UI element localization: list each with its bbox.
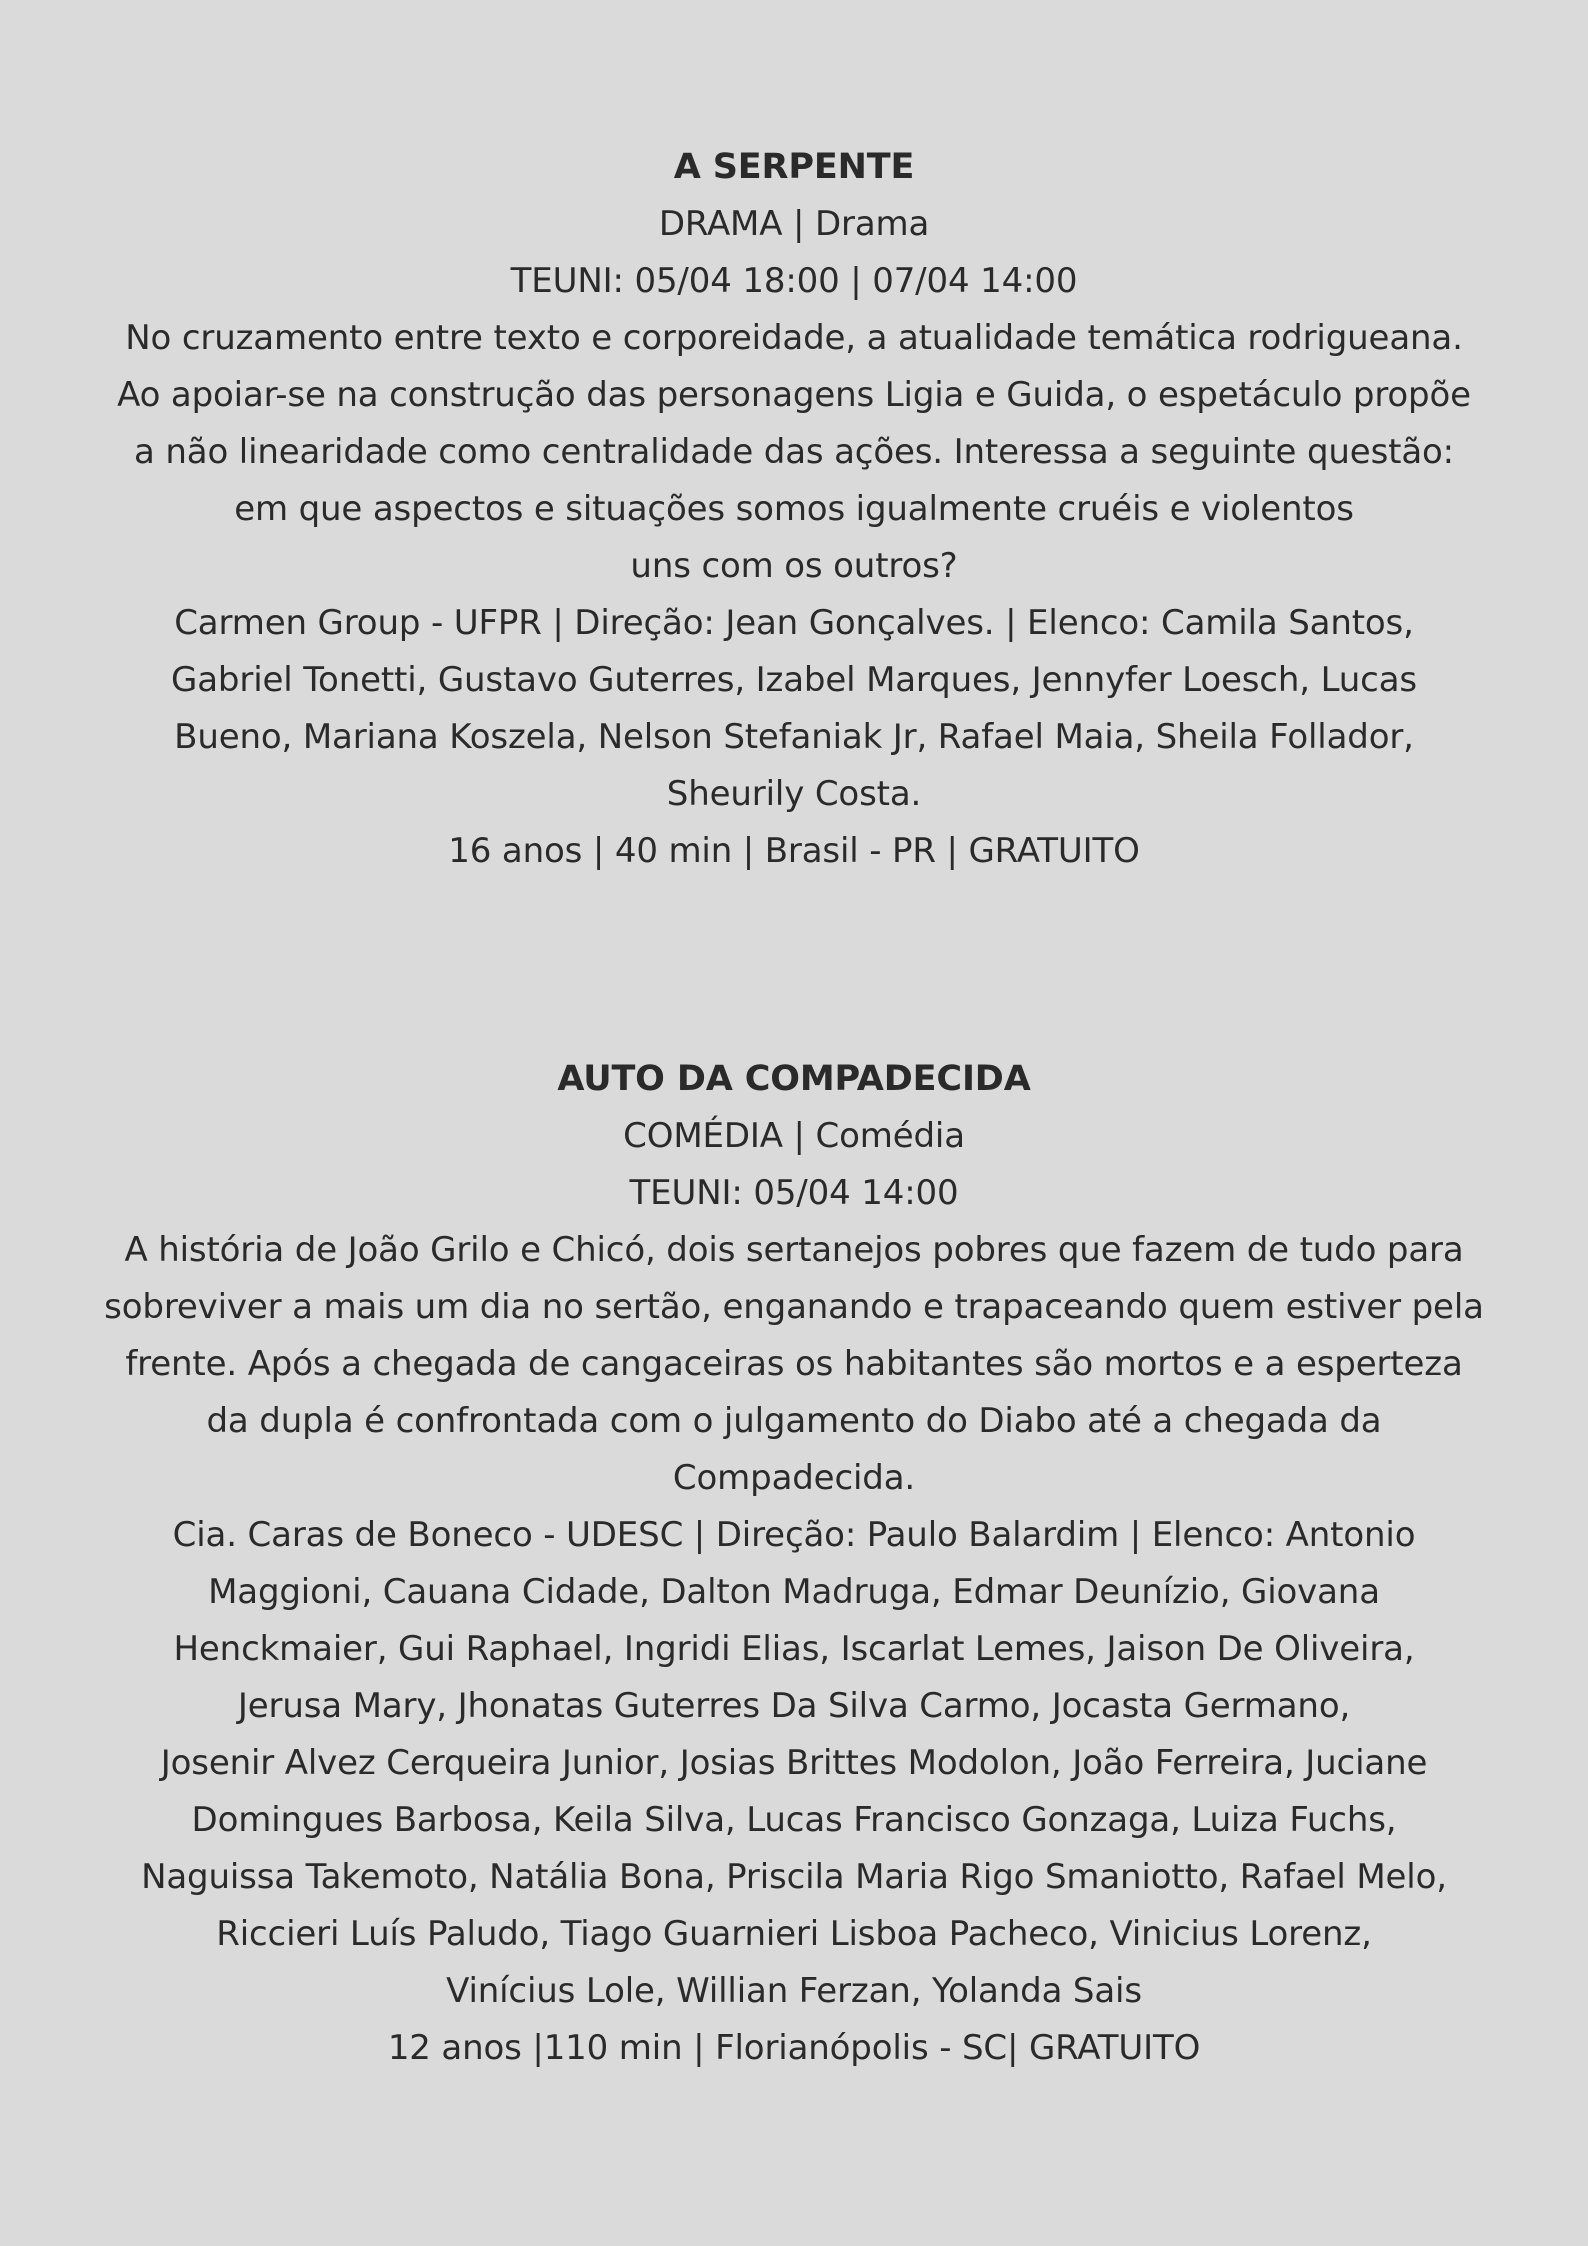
synopsis-line: Ao apoiar-se na construção das personagens Ligia e Guida, o espetáculo propõe <box>117 375 1471 415</box>
show-entry-a-serpente <box>50 139 1538 880</box>
synopsis-line: A história de João Grilo e Chicó, dois sertanejos pobres que fazem de tudo para <box>124 1230 1464 1270</box>
credits-line: Jerusa Mary, Jhonatas Guterres Da Silva Carmo, Jocasta Germano, <box>237 1686 1351 1726</box>
show-genre: COMÉDIA | Comédia <box>623 1116 965 1156</box>
credits-line: Cia. Caras de Boneco - UDESC | Direção: Paulo Balardim | Elenco: Antonio <box>172 1515 1416 1555</box>
credits-line: Riccieri Luís Paludo, Tiago Guarnieri Lisboa Pacheco, Vinicius Lorenz, <box>216 1914 1372 1954</box>
synopsis-line: No cruzamento entre texto e corporeidade, a atualidade temática rodrigueana. <box>125 318 1463 358</box>
credits-line: Naguissa Takemoto, Natália Bona, Priscila Maria Rigo Smaniotto, Rafael Melo, <box>141 1857 1447 1897</box>
synopsis-line: uns com os outros? <box>630 546 958 586</box>
credits-line: Henckmaier, Gui Raphael, Ingridi Elias, Iscarlat Lemes, Jaison De Oliveira, <box>173 1629 1415 1669</box>
credits-line: Maggioni, Cauana Cidade, Dalton Madruga, Edmar Deunízio, Giovana <box>208 1572 1380 1612</box>
show-title: A SERPENTE <box>673 147 915 187</box>
credits-line: Gabriel Tonetti, Gustavo Guterres, Izabel Marques, Jennyfer Loesch, Lucas <box>171 660 1417 700</box>
show-genre: DRAMA | Drama <box>658 204 930 244</box>
credits-line: Domingues Barbosa, Keila Silva, Lucas Francisco Gonzaga, Luiza Fuchs, <box>191 1800 1397 1840</box>
synopsis-line: sobreviver a mais um dia no sertão, enganando e trapaceando quem estiver pela <box>104 1287 1484 1327</box>
show-info: 16 anos | 40 min | Brasil - PR | GRATUITO <box>448 831 1140 871</box>
synopsis-line: frente. Após a chegada de cangaceiras os habitantes são mortos e a esperteza <box>125 1344 1463 1384</box>
credits-line: Sheurily Costa. <box>666 774 922 814</box>
credits-line: Bueno, Mariana Koszela, Nelson Stefaniak Jr, Rafael Maia, Sheila Follador, <box>174 717 1414 757</box>
show-schedule: TEUNI: 05/04 18:00 | 07/04 14:00 <box>510 261 1078 301</box>
show-info: 12 anos |110 min | Florianópolis - SC| GRATUITO <box>387 2028 1201 2068</box>
show-entry-auto-da-compadecida <box>50 1051 1538 2077</box>
show-title: AUTO DA COMPADECIDA <box>557 1059 1031 1099</box>
synopsis-line: a não linearidade como centralidade das ações. Interessa a seguinte questão: <box>134 432 1454 472</box>
synopsis-line: da dupla é confrontada com o julgamento do Diabo até a chegada da <box>206 1401 1382 1441</box>
credits-line: Carmen Group - UFPR | Direção: Jean Gonçalves. | Elenco: Camila Santos, <box>174 603 1414 643</box>
synopsis-line: em que aspectos e situações somos igualmente cruéis e violentos <box>234 489 1354 529</box>
credits-line: Josenir Alvez Cerqueira Junior, Josias Brittes Modolon, João Ferreira, Juciane <box>160 1743 1428 1783</box>
credits-line: Vinícius Lole, Willian Ferzan, Yolanda Sais <box>446 1971 1142 2011</box>
show-schedule: TEUNI: 05/04 14:00 <box>629 1173 959 1213</box>
synopsis-line: Compadecida. <box>672 1458 916 1498</box>
